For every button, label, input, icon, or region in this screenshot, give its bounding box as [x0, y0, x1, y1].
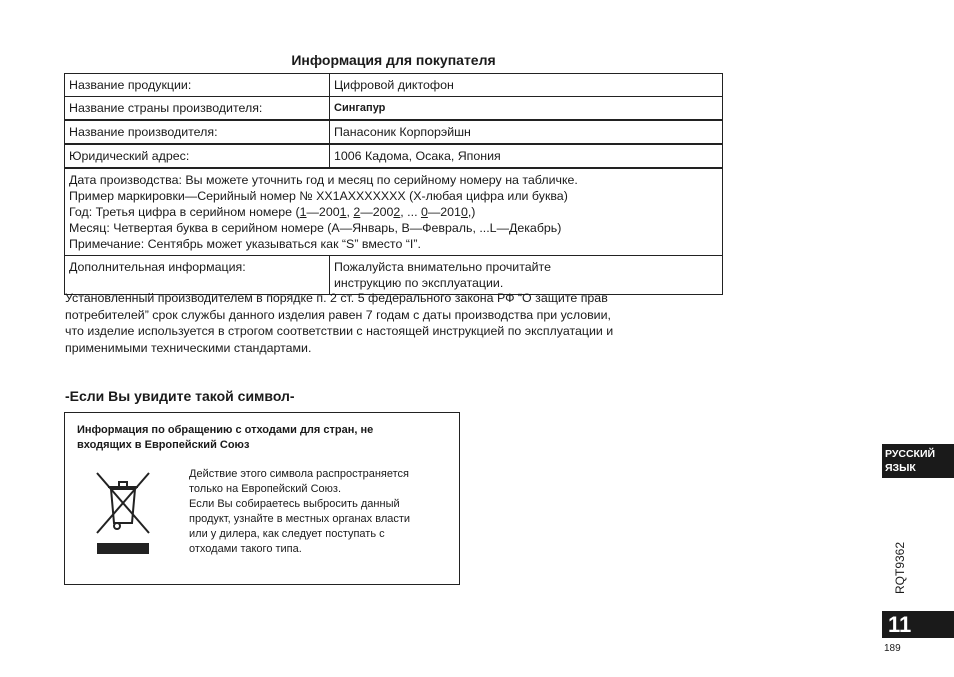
extra-info-label: Дополнительная информация: — [65, 256, 330, 295]
table-row — [65, 144, 723, 168]
product-name-label: Название продукции: — [65, 74, 330, 97]
crossed-out-wheelie-bin-icon — [95, 471, 151, 557]
language-tab: РУССКИЙ ЯЗЫК — [882, 444, 954, 478]
date-line-1: Дата производства: Вы можете уточнить год и месяц по серийному номеру на табличке. — [69, 173, 578, 187]
manufacturer-value: Панасоник Корпорэйшн — [330, 120, 723, 144]
table-row — [65, 74, 723, 97]
document-code: RQT9362 — [893, 541, 907, 595]
waste-info-box — [64, 412, 460, 585]
table-row — [65, 256, 723, 295]
address-label: Юридический адрес: — [65, 144, 330, 168]
country-label: Название страны производителя: — [65, 97, 330, 121]
table-row — [65, 168, 723, 256]
manufacturer-label: Название производителя: — [65, 120, 330, 144]
address-value: 1006 Кадома, Осака, Япония — [330, 144, 723, 168]
country-value: Сингапур — [330, 97, 723, 121]
symbol-heading: -Если Вы увидите такой символ- — [65, 388, 295, 404]
service-life-note: Установленный производителем в порядке п. 2 ст. 5 федерального закона РФ “О защите прав потребителей” срок службы данного изделия равен 7 годам с даты производства при условии, что изделие используется в строгом соответствии с настоящей инструкцией по эксплуатации и применимыми техническими стандартами. — [65, 291, 614, 355]
waste-info-title: Информация по обращению с отходами для стран, не входящих в Европейский Союз — [77, 424, 374, 451]
page-number-small: 189 — [884, 643, 901, 654]
date-line-2: Пример маркировки—Серийный номер № XX1AXXXXXXX (X-любая цифра или буква) — [69, 189, 568, 203]
product-name-value: Цифровой диктофон — [330, 74, 723, 97]
date-line-5: Примечание: Сентябрь может указываться как “S” вместо “I”. — [69, 237, 421, 251]
production-date-info — [65, 168, 723, 256]
table-row — [65, 120, 723, 144]
date-line-4: Месяц: Четвертая буква в серийном номере (A—Январь, B—Февраль, ...L—Декабрь) — [69, 221, 562, 235]
page-title: Информация для покупателя — [291, 52, 496, 68]
buyer-info-table — [64, 73, 723, 295]
table-row — [65, 97, 723, 121]
page-number: 11 — [882, 611, 954, 638]
date-line-3: Год: Третья цифра в серийном номере (1—2001, 2—2002, ... 0—2010,) — [69, 205, 476, 219]
extra-info-value: Пожалуйста внимательно прочитайте инструкцию по эксплуатации. — [330, 256, 723, 295]
waste-info-text: Действие этого символа распространяется только на Европейский Союз. Если Вы собираетесь выбросить данный продукт, узнайте в местных органах власти или у дилера, как следует поступать с отходами такого типа. — [189, 468, 411, 555]
